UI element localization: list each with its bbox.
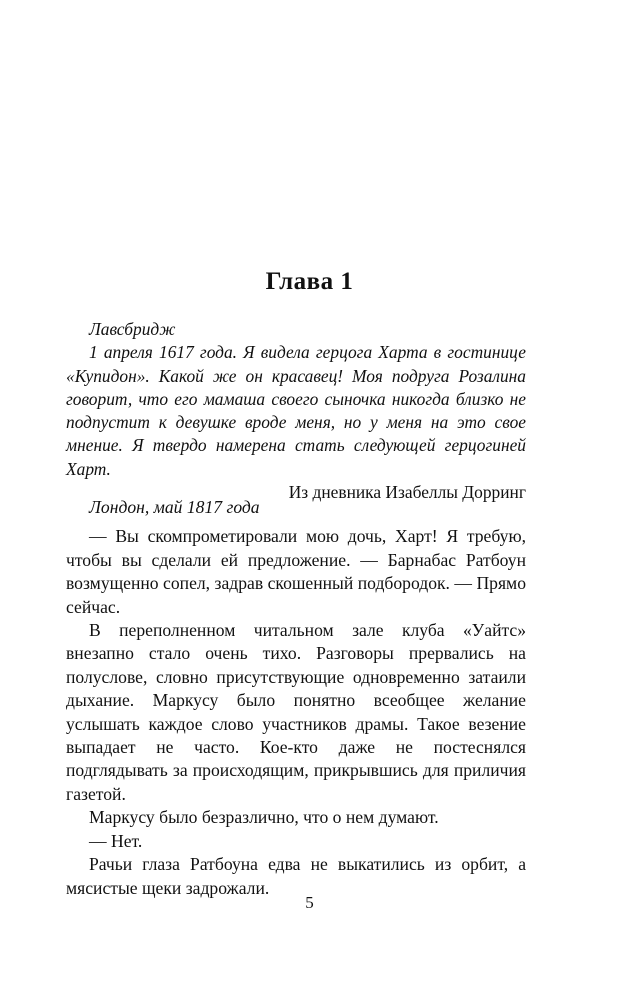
paragraph: Рачьи глаза Ратбоуна едва не выкатились из орбит, а мясистые щеки задрожали.: [66, 854, 526, 898]
chapter-body: [66, 496, 526, 900]
paragraph: В переполненном читальном зале клуба «Уайтс» внезапно стало очень тихо. Разговоры прервались на полуслове, словно присутствующие одновременно затаили дыхание. Маркусу было понятно всеобщее желание услышать каждое слово участников драмы. Такое везение выпадает не часто. Кое-кто даже не постеснялся подглядывать за происходящим, прикрывшись для приличия газетой.: [66, 620, 526, 804]
paragraph: Маркусу было безразлично, что о нем думают.: [89, 807, 439, 828]
page-number: 5: [305, 893, 314, 912]
epigraph-diary-entry: 1 апреля 1617 года. Я видела герцога Харта в гостинице «Купидон». Какой же он красавец! Моя подруга Розалина говорит, что его мамаша своего сыночка никогда близко не подпустит к девушке вроде меня, но у меня на это свое мнение. Я твердо намерена стать следующей герцогиней Харт.: [66, 342, 526, 479]
dateline: Лондон, май 1817 года: [89, 497, 260, 517]
paragraph: — Нет.: [89, 830, 143, 851]
epigraph: [66, 318, 526, 504]
chapter-title: Глава 1: [265, 268, 354, 295]
epigraph-place: Лавсбридж: [89, 319, 176, 339]
epigraph-source: Из дневника Изабеллы Дорринг: [288, 482, 526, 503]
paragraph: — Вы скомпрометировали мою дочь, Харт! Я требую, чтобы вы сделали ей предложение. — Барнабас Ратбоун возмущенно сопел, задрав скошенный подбородок. — Прямо сейчас.: [66, 526, 526, 617]
